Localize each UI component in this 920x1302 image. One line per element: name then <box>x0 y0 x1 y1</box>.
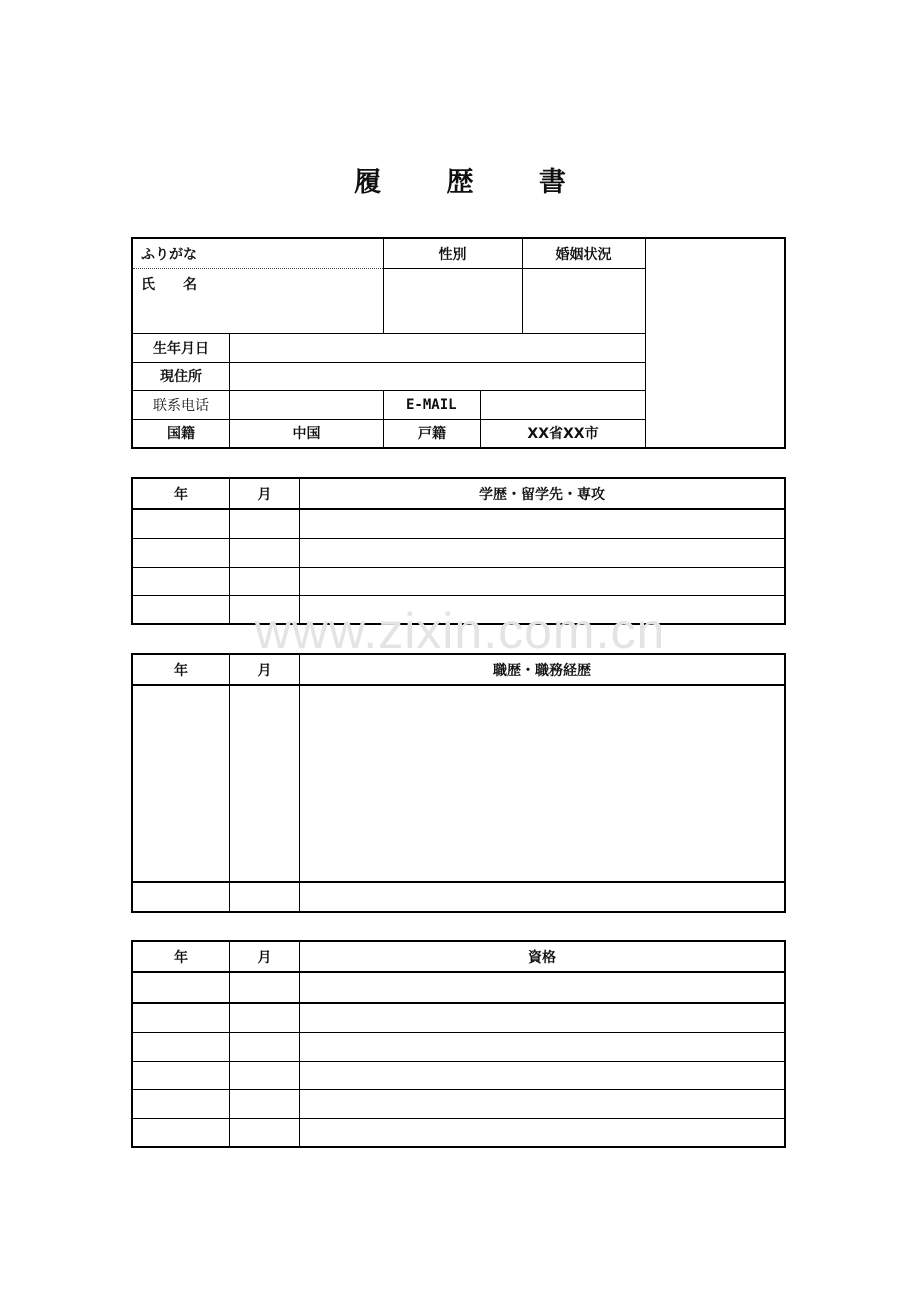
domicile-label: 戸籍 <box>418 426 446 442</box>
career-content-header: 職歴・職務経歴 <box>493 662 591 679</box>
marital-status-field[interactable] <box>522 269 645 333</box>
career-row[interactable] <box>133 883 784 911</box>
phone-field[interactable] <box>230 390 383 419</box>
education-row[interactable] <box>133 539 784 567</box>
qualification-row[interactable] <box>133 973 784 1002</box>
qualifications-table <box>131 940 786 1148</box>
nationality-label: 国籍 <box>167 426 195 442</box>
name-label: 氏 名 <box>141 277 197 293</box>
marital-status-label: 婚姻状況 <box>555 246 612 263</box>
education-month-header: 月 <box>257 486 272 503</box>
email-field[interactable] <box>481 390 645 419</box>
birthdate-label: 生年月日 <box>153 340 209 357</box>
qualification-row[interactable] <box>133 1004 784 1032</box>
domicile-value: XX省XX市 <box>527 426 599 442</box>
qualifications-year-header: 年 <box>174 949 188 966</box>
document-title: 履 歴 書 <box>354 167 594 198</box>
personal-info-table <box>131 237 786 449</box>
career-details-area[interactable] <box>133 686 784 881</box>
address-label: 現住所 <box>160 369 202 385</box>
education-content-header: 学歴・留学先・専攻 <box>479 486 605 503</box>
qualification-row[interactable] <box>133 1119 784 1146</box>
email-label: E-MAIL <box>406 396 457 413</box>
gender-label: 性別 <box>438 246 467 263</box>
education-table <box>131 477 786 625</box>
qualification-row[interactable] <box>133 1033 784 1061</box>
career-table <box>131 653 786 913</box>
education-year-header: 年 <box>174 486 188 503</box>
qualification-row[interactable] <box>133 1090 784 1118</box>
gender-field[interactable] <box>383 269 522 333</box>
address-field[interactable] <box>230 362 645 390</box>
phone-label: 联系电话 <box>153 397 209 414</box>
birthdate-field[interactable] <box>230 333 645 362</box>
furigana-label: ふりがな <box>141 246 197 263</box>
qualification-row[interactable] <box>133 1062 784 1089</box>
qualifications-month-header: 月 <box>257 949 272 966</box>
photo-area[interactable] <box>646 239 784 447</box>
nationality-value: 中国 <box>292 426 321 442</box>
career-month-header: 月 <box>257 662 272 679</box>
watermark: www.zixin.com.cn <box>254 603 666 659</box>
qualifications-content-header: 資格 <box>528 949 556 966</box>
education-row[interactable] <box>133 596 784 623</box>
education-row[interactable] <box>133 510 784 538</box>
education-row[interactable] <box>133 568 784 595</box>
career-year-header: 年 <box>174 662 188 679</box>
